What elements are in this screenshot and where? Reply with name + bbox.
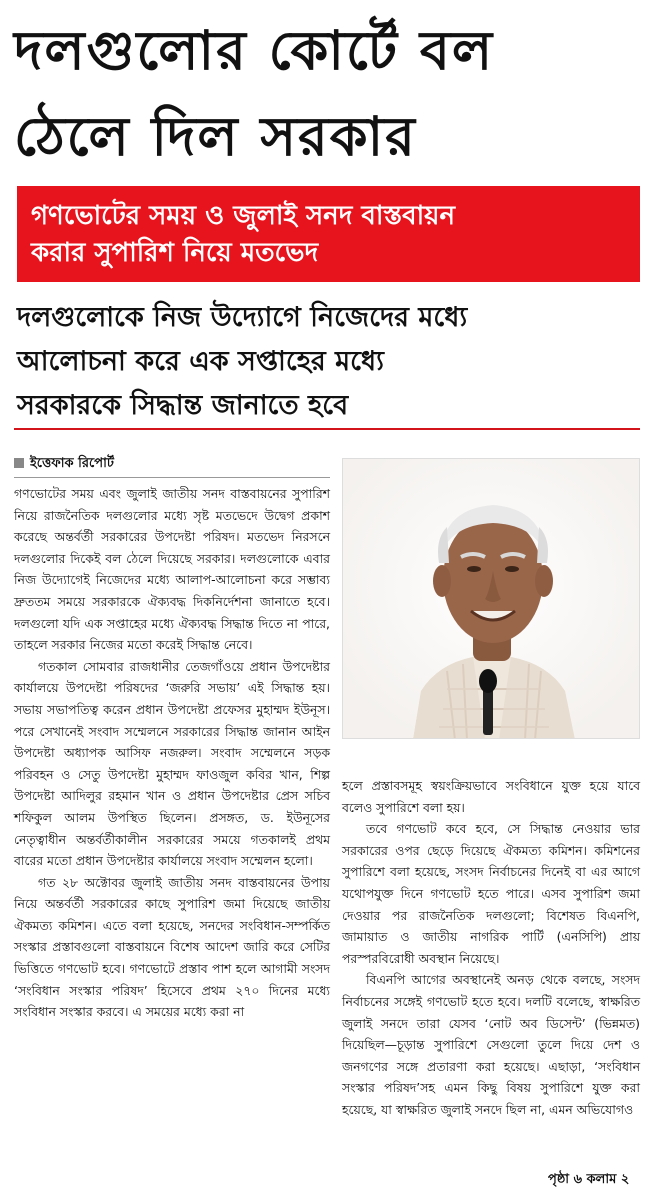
paragraph: বিএনপি আগের অবস্থানেই অনড় থেকে বলছে, সংসদ নির্বাচনের সঙ্গেই গণভোট হতে হবে। দলটি বলেছে, স্বাক্ষরিত জুলাই সনদে তারা যেসব ‘নোট অব ডিসেন্ট’ (ভিন্নমত) দিয়েছিল—চূড়ান্ত সুপারিশে সেগুলো তুলে দিয়ে দেশ ও জনগণের সঙ্গে প্রতারণা করা হয়েছে। এছাড়া, ‘সংবিধান সংস্কার পরিষদ’সহ এমন কিছু বিষয় সুপারিশে যুক্ত করা হয়েছে, যা স্বাক্ষরিত জুলাই সনদে ছিল না, এমন অভিযোগও bbox=[342, 972, 640, 1117]
continued-page-reference: পৃষ্ঠা ৬ কলাম ২ bbox=[548, 1172, 630, 1187]
kicker-line-2: করার সুপারিশ নিয়ে মতভেদ bbox=[31, 238, 319, 268]
headline-line-2: ঠেলে দিল সরকার bbox=[14, 105, 417, 168]
subheadline bbox=[17, 296, 642, 428]
byline-square-icon bbox=[14, 458, 24, 468]
headline-line-1: দলগুলোর কোর্টে বল bbox=[14, 19, 495, 82]
byline-text: ইত্তেফাক রিপোর্ট bbox=[30, 456, 114, 471]
paragraph: গত ২৮ অক্টোবর জুলাই জাতীয় সনদ বাস্তবায়নের উপায় নিয়ে অন্তর্বর্তী সরকারের কাছে সুপারিশ জমা দিয়েছে জাতীয় ঐকমত্য কমিশন। এতে বলা হয়েছে, সনদের সংবিধান-সম্পর্কিত সংস্কার প্রস্তাবগুলো বাস্তবায়নে বিশেষ আদেশ জারি করে সেটির ভিত্তিতে গণভোট হবে। গণভোটে প্রস্তাব পাশ হলে আগামী সংসদ ‘সংবিধান সংস্কার পরিষদ’ হিসেবে প্রথম ২৭০ দিনের মধ্যে সংবিধান সংস্কার করবে। এ সময়ের মধ্যে করা না bbox=[14, 874, 330, 1020]
kicker-banner bbox=[17, 186, 640, 282]
headline bbox=[14, 8, 644, 180]
subhead-line-3: সরকারকে সিদ্ধান্ত জানাতে হবে bbox=[17, 390, 349, 421]
paragraph: হলে প্রস্তাবসমূহ স্বয়ংক্রিয়ভাবে সংবিধানে যুক্ত হয়ে যাবে বলেও সুপারিশে বলা হয়। bbox=[342, 778, 640, 815]
byline-divider bbox=[14, 477, 330, 478]
portrait-photo bbox=[342, 458, 640, 739]
article-column-1 bbox=[14, 483, 330, 1023]
paragraph: গতকাল সোমবার রাজধানীর তেজগাঁওয়ে প্রধান উপদেষ্টার কার্যালয়ে উপদেষ্টা পরিষদের ‘জরুরি সভায়’ এই সিদ্ধান্ত হয়। সভায় সভাপতিত্ব করেন প্রধান উপদেষ্টা প্রফেসর মুহাম্মদ ইউনূস। পরে সেখানেই সংবাদ সম্মেলনে সরকারের সিদ্ধান্ত জানান আইন উপদেষ্টা অধ্যাপক আসিফ নজরুল। সংবাদ সম্মেলনে সড়ক পরিবহন ও সেতু উপদেষ্টা মুহাম্মদ ফাওজুল কবির খান, শিল্প উপদেষ্টা আদিলুর রহমান খান ও প্রধান উপদেষ্টার প্রেস সচিব শফিকুল আলম উপস্থিত ছিলেন। প্রসঙ্গত, ড. ইউনূসের নেতৃত্বাধীন অন্তর্বর্তীকালীন সরকারের সময়ে গতকালই প্রথম বারের মতো প্রধান উপদেষ্টার কার্যালয়ে সংবাদ সম্মেলন হলো। bbox=[14, 658, 330, 869]
paragraph: তবে গণভোট কবে হবে, সে সিদ্ধান্ত নেওয়ার ভার সরকারের ওপর ছেড়ে দিয়েছে ঐকমত্য কমিশন। কমিশনের সুপারিশে বলা হয়েছে, সংসদ নির্বাচনের দিনেই বা এর আগে যথোপযুক্ত দিনে গণভোট হতে পারে। এসব সুপারিশ জমা দেওয়ার পর রাজনৈতিক দলগুলো; বিশেষত বিএনপি, জামায়াত ও জাতীয় নাগরিক পার্টি (এনসিপি) প্রায় পরস্পরবিরোধী অবস্থান নিয়েছে। bbox=[342, 821, 640, 966]
kicker-line-1: গণভোটের সময় ও জুলাই সনদ বাস্তবায়ন bbox=[31, 201, 455, 231]
subhead-line-1: দলগুলোকে নিজ উদ্যোগে নিজেদের মধ্যে bbox=[17, 302, 468, 333]
portrait-illustration bbox=[343, 459, 640, 739]
subhead-line-2: আলোচনা করে এক সপ্তাহের মধ্যে bbox=[17, 346, 384, 377]
paragraph: গণভোটের সময় এবং জুলাই জাতীয় সনদ বাস্তবায়নের সুপারিশ নিয়ে রাজনৈতিক দলগুলোর মধ্যে সৃষ্ট মতভেদে উদ্বেগ প্রকাশ করেছে অন্তর্বর্তী সরকারের উপদেষ্টা পরিষদ। মতভেদ নিরসনে দলগুলোর দিকেই বল ঠেলে দিয়েছে সরকার। দলগুলোকে এবার নিজ উদ্যোগেই নিজেদের মধ্যে আলাপ-আলোচনা করে সম্ভাব্য দ্রুততম সময়ে সরকারকে ঐক্যবদ্ধ দিকনির্দেশনা জানাতে হবে। দলগুলো যদি এক সপ্তাহের মধ্যে ঐক্যবদ্ধ সিদ্ধান্ত দিতে না পারে, তাহলে সরকার নিজের মতো করেই সিদ্ধান্ত নেবে। bbox=[14, 486, 330, 653]
byline bbox=[14, 454, 114, 475]
section-divider bbox=[14, 428, 640, 430]
article-column-2 bbox=[342, 775, 640, 1121]
